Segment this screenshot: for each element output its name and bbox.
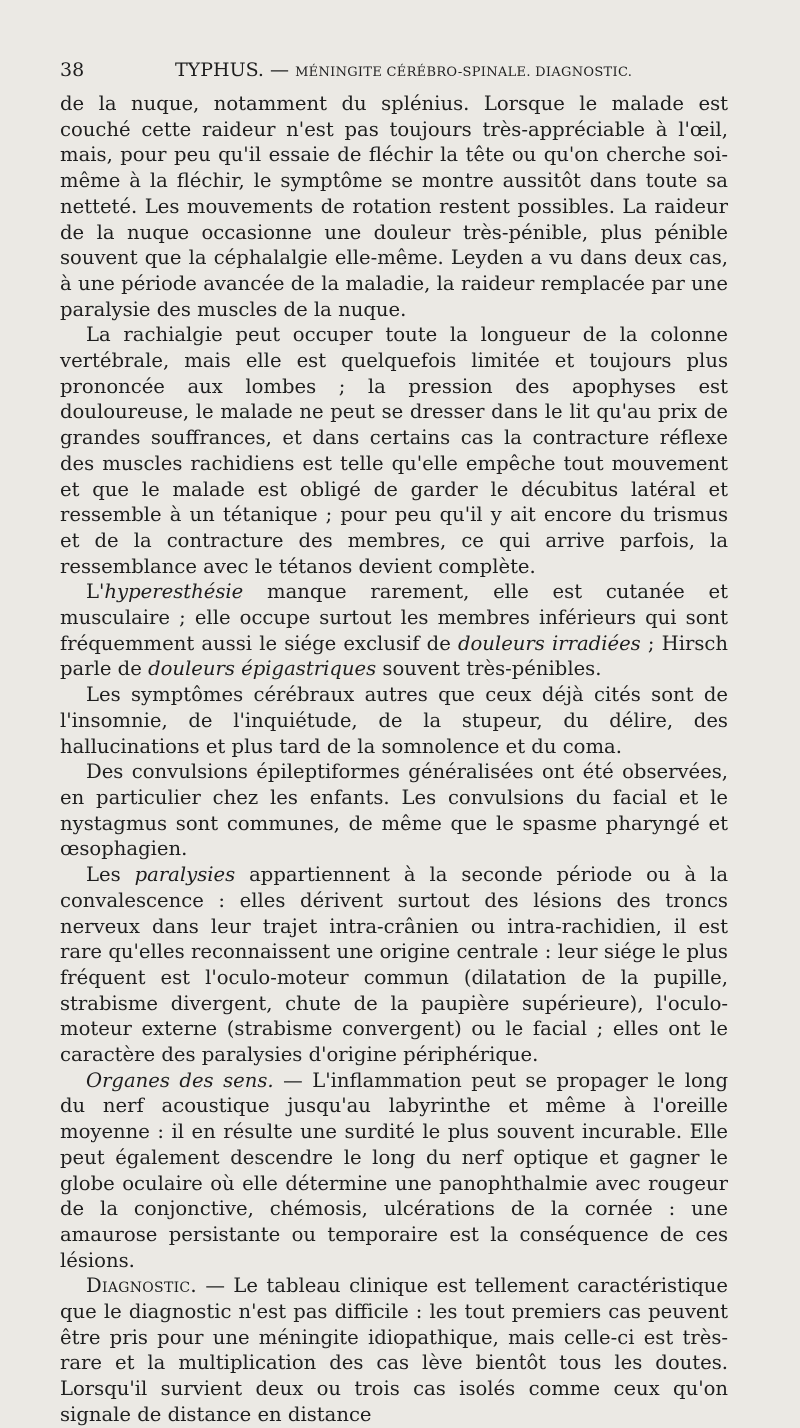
term-hyperesthesie: hyperesthésie bbox=[104, 580, 244, 604]
page-number: 38 bbox=[60, 59, 85, 81]
p3-part-g: souvent très-pénibles. bbox=[376, 657, 602, 681]
paragraph-cerebral-symptoms: Les symptômes cérébraux autres que ceux déjà cités sont de l'insomnie, de l'inquiétude, de la stupeur, du délire, des hallucinations et plus tard de la somnolence et du coma. bbox=[60, 683, 728, 758]
running-title-separator: — bbox=[263, 59, 296, 81]
p3-part-e: ; Hirsch parle de bbox=[60, 631, 729, 681]
running-title-main: TYPHUS. bbox=[175, 59, 264, 81]
p6-part-c: appartiennent à la seconde période ou à la convalescence : elles dérivent surtout des lésions des troncs nerveux dans leur trajet intra-crânien ou intra-rachidien, il est rare qu'elles reconnaissent une origine centrale : leur siége le plus fréquent est l'oculo-moteur commun (dilatation de la pupille, strabisme divergent, chute de la paupière supérieure), l'oculo-moteur externe (strabisme convergent) ou le facial ; elles ont le caractère des paralysies d'origine périphérique. bbox=[60, 863, 729, 1067]
p6-part-a: Les bbox=[86, 863, 135, 887]
paragraph-neck-stiffness: de la nuque, notamment du splénius. Lorsque le malade est couché cette raideur n'est pas toujours très-appréciable à l'œil, mais, pour peu qu'il essaie de fléchir la tête ou qu'on cherche soi-même à la fléchir, le symptôme se montre aussitôt dans toute sa netteté. Les mouvements de rotation restent possibles. La raideur de la nuque occasionne une douleur très-pénible, plus pénible souvent que la céphalalgie elle-même. Leyden a vu dans deux cas, à une période avancée de la maladie, la raideur remplacée par une paralysie des muscles de la nuque. bbox=[60, 92, 728, 321]
running-title bbox=[175, 57, 632, 86]
term-douleurs-irradiees: douleurs irradiées bbox=[457, 631, 641, 655]
p3-part-a: L' bbox=[86, 580, 105, 604]
running-header bbox=[60, 57, 740, 83]
running-title-sub: MÉNINGITE CÉRÉBRO-SPINALE. DIAGNOSTIC. bbox=[295, 65, 633, 80]
paragraph-diagnostic bbox=[60, 1273, 728, 1427]
section-heading-organes-des-sens: Organes des sens. bbox=[86, 1068, 274, 1092]
term-douleurs-epigastriques: douleurs épigastriques bbox=[148, 657, 377, 681]
paragraph-organes-des-sens bbox=[60, 1068, 728, 1274]
paragraph-rachialgia: La rachialgie peut occuper toute la longueur de la colonne vertébrale, mais elle est quelquefois limitée et toujours plus prononcée aux lombes ; la pression des apophyses est douloureuse, le malade ne peut se dresser dans le lit qu'au prix de grandes souffrances, et dans certains cas la contracture réflexe des muscles rachidiens est telle qu'elle empêche tout mouvement et que le malade est obligé de garder le décubitus latéral et ressemble à un tétanique ; pour peu qu'il y ait encore du trismus et de la contracture des membres, ce qui arrive parfois, la ressemblance avec le tétanos devient complète. bbox=[60, 323, 728, 578]
paragraph-hyperesthesia bbox=[60, 579, 728, 682]
paragraph-convulsions: Des convulsions épileptiformes généralisées ont été observées, en particulier chez les enfants. Les convulsions du facial et le nystagmus sont communes, de même que le spasme pharyngé et œsophagien. bbox=[60, 760, 728, 861]
body-text bbox=[60, 91, 728, 1428]
p8-part-b: — Le tableau clinique est tellement caractéristique que le diagnostic n'est pas difficile : les tout premiers cas peuvent être pris pour une méningite idiopathique, mais celle-ci est très-rare et la multiplication des cas lève bientôt tous les doutes. Lorsqu'il survient deux ou trois cas isolés comme ceux qu'on signale de distance en distance bbox=[60, 1274, 728, 1426]
p3-part-c: manque rarement, elle est cutanée et musculaire ; elle occupe surtout les membres inférieurs qui sont fréquemment aussi le siége exclusif de bbox=[60, 580, 728, 655]
term-paralysies: paralysies bbox=[134, 863, 236, 887]
section-heading-diagnostic: Diagnostic. bbox=[86, 1274, 197, 1298]
paragraph-paralysies bbox=[60, 862, 728, 1068]
p7-part-b: — L'inflammation peut se propager le long du nerf acoustique jusqu'au labyrinthe et même à l'oreille moyenne : il en résulte une surdité le plus souvent incurable. Elle peut également descendre le long du nerf optique et gagner le globe oculaire où elle détermine une panophthalmie avec rougeur de la conjonctive, chémosis, ulcérations de la cornée : une amaurose persistante ou temporaire est la conséquence de ces lésions. bbox=[60, 1068, 728, 1272]
